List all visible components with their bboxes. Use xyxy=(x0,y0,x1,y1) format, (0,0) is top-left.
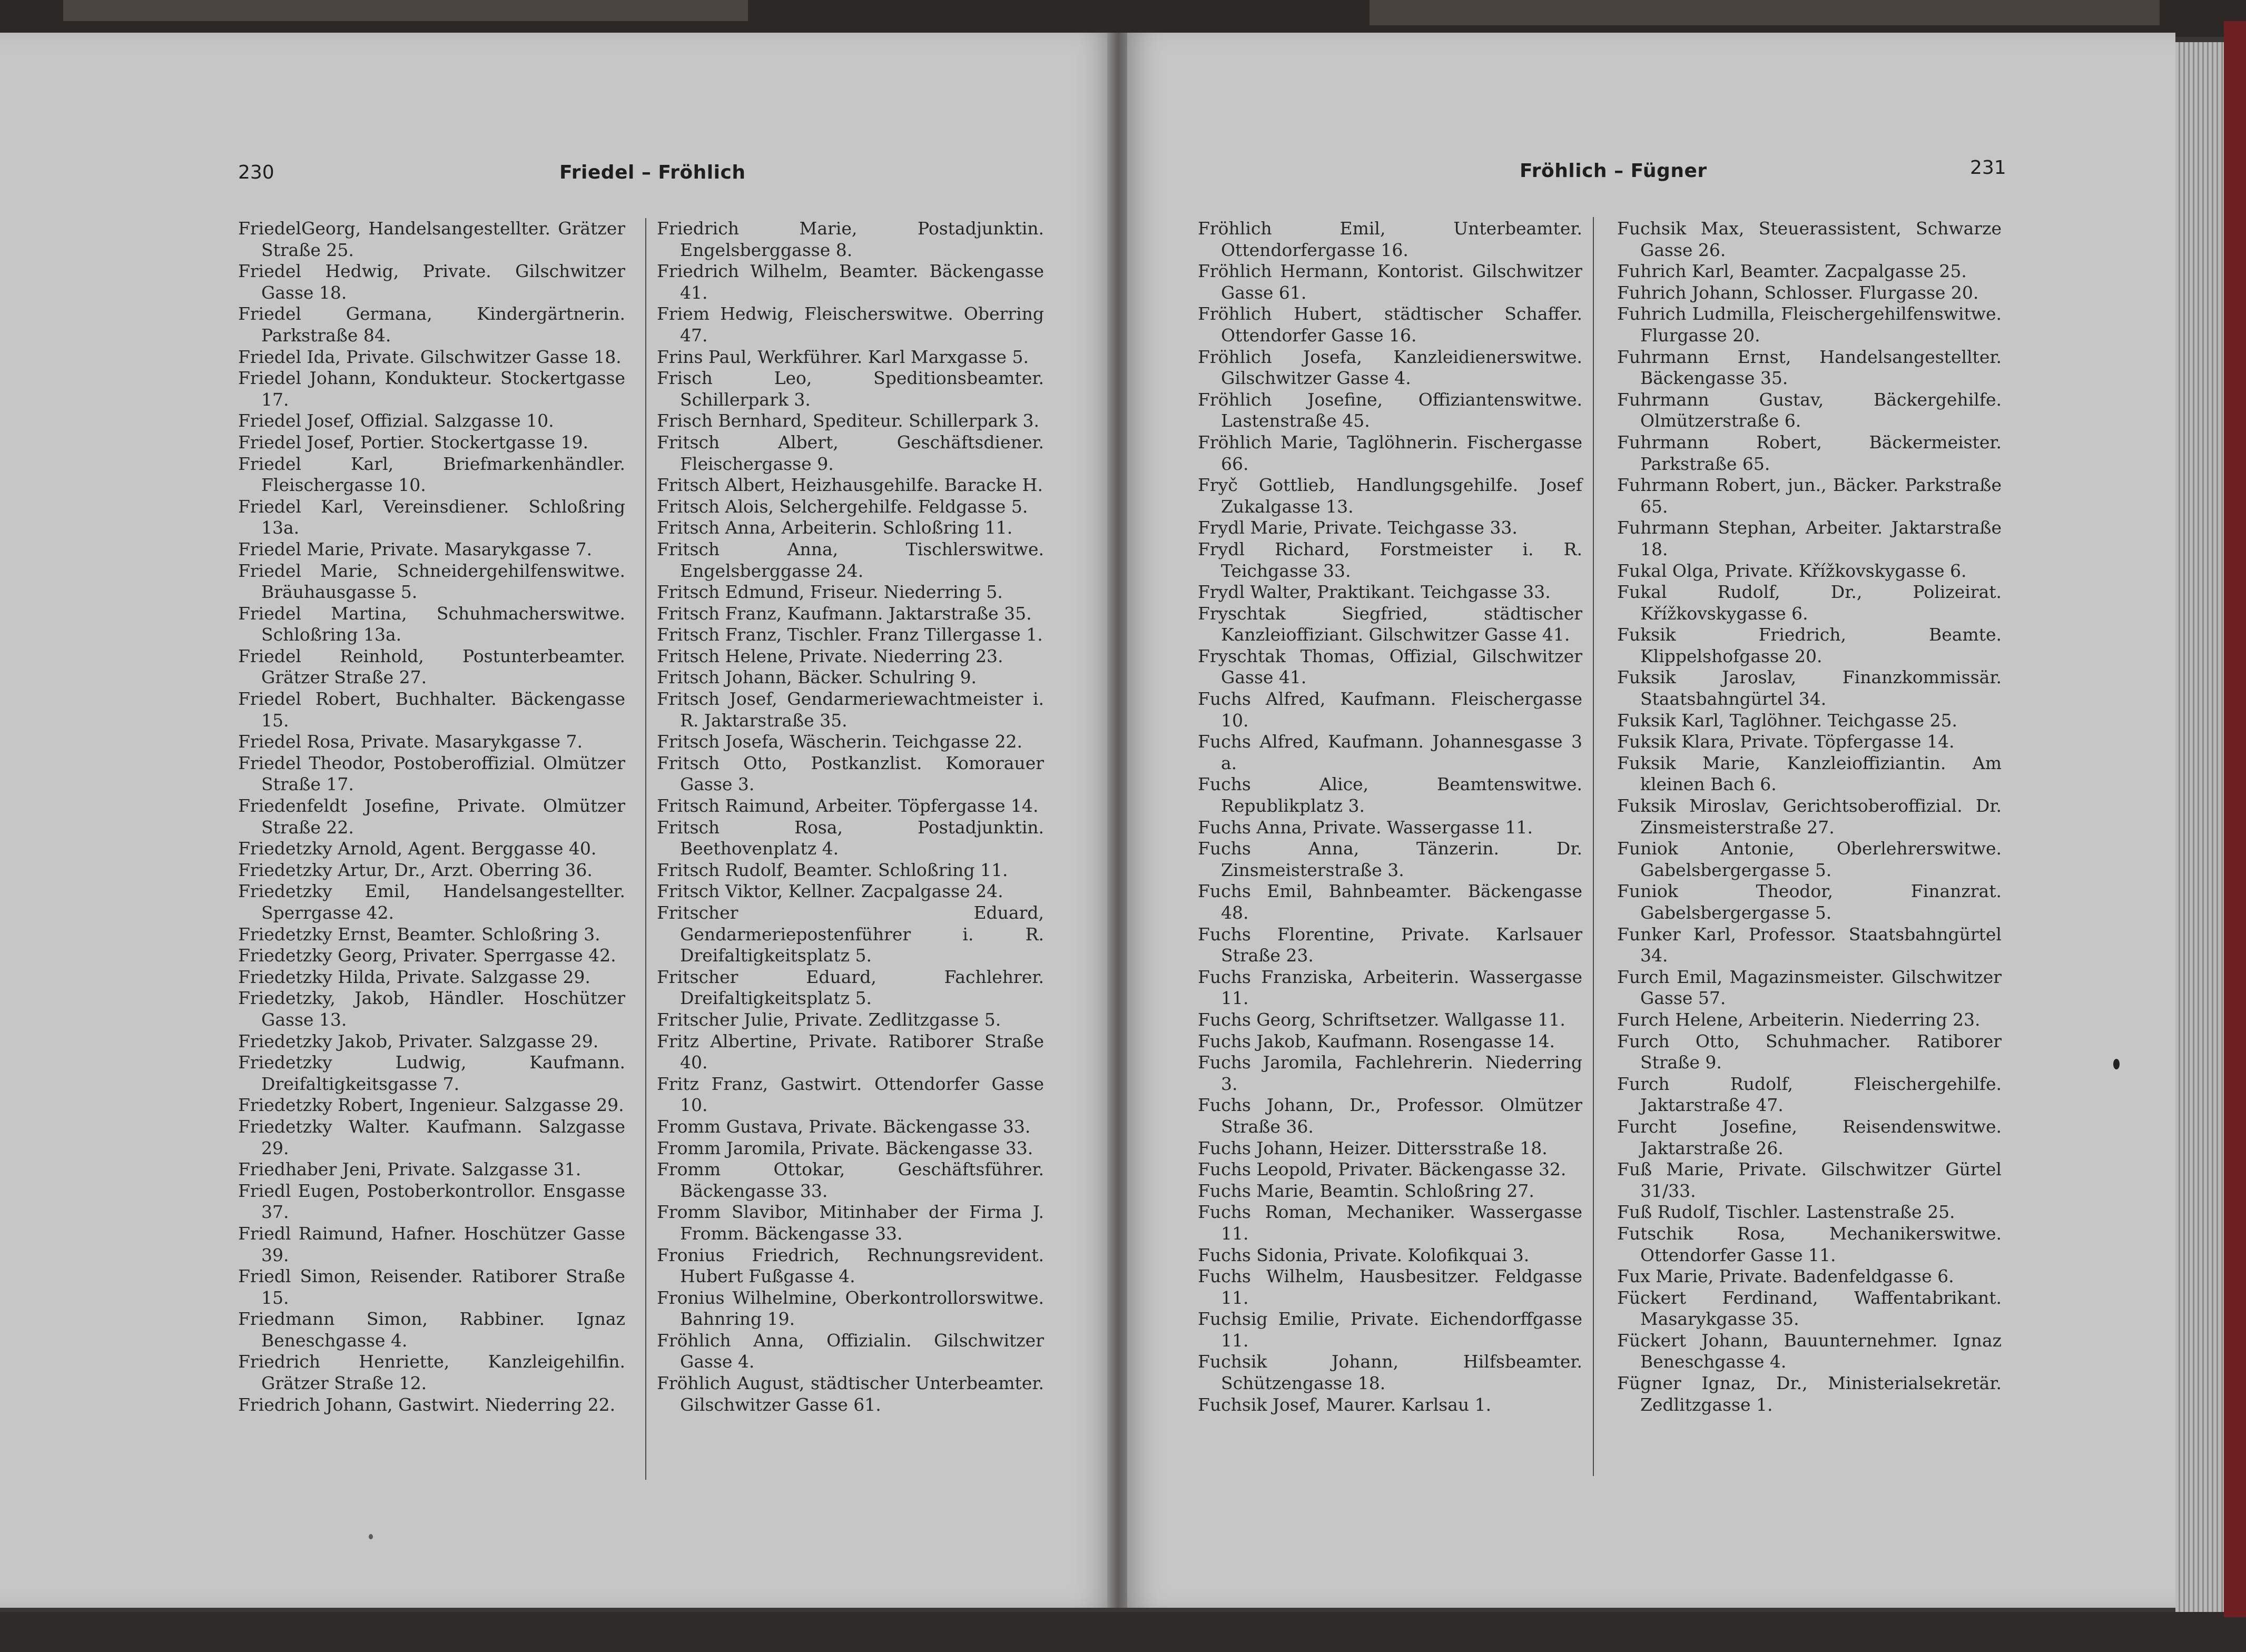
directory-entry: Fukal Rudolf, Dr., Polizeirat. Křížkovskygasse 6. xyxy=(1617,582,2002,624)
directory-entry: Friedel Karl, Briefmarkenhändler. Fleischergasse 10. xyxy=(238,453,625,496)
directory-entry: Fukal Olga, Private. Křížkovskygasse 6. xyxy=(1617,560,1967,581)
left-page xyxy=(0,33,1111,1608)
directory-entry: Fuchsik Josef, Maurer. Karlsau 1. xyxy=(1198,1394,1492,1415)
directory-entry: Furch Otto, Schuhmacher. Ratiborer Straße 9. xyxy=(1617,1030,2002,1073)
directory-entry: Furcht Josefine, Reisendenswitwe. Jaktarstraße 26. xyxy=(1617,1116,2002,1158)
directory-entry: Fuhrmann Stephan, Arbeiter. Jaktarstraße 18. xyxy=(1617,517,2002,559)
directory-entry: Fröhlich Hubert, städtischer Schaffer. Ottendorfer Gasse 16. xyxy=(1198,303,1582,346)
directory-entry: Friedel Martina, Schuhmacherswitwe. Schloßring 13a. xyxy=(238,603,625,645)
directory-entry: Fuchs Roman, Mechaniker. Wassergasse 11. xyxy=(1198,1202,1582,1244)
directory-entry: Fuchs Jaromila, Fachlehrerin. Niederring 3. xyxy=(1198,1052,1582,1094)
directory-entry: Fritsch Franz, Kaufmann. Jaktarstraße 35. xyxy=(657,603,1032,624)
directory-entry: Friem Hedwig, Fleischerswitwe. Oberring 47. xyxy=(657,303,1044,346)
directory-entry: Fronius Friedrich, Rechnungsrevident. Hubert Fußgasse 4. xyxy=(657,1244,1044,1287)
directory-entry: Fuksik Miroslav, Gerichtsoberoffizial. Dr. Zinsmeisterstraße 27. xyxy=(1617,795,2002,838)
directory-entry: Fröhlich Marie, Taglöhnerin. Fischergasse 66. xyxy=(1198,431,1582,474)
directory-entry: Fritscher Eduard, Gendarmeriepostenführer i. R. Dreifaltigkeitsplatz 5. xyxy=(657,902,1044,966)
directory-entry: Frydl Marie, Private. Teichgasse 33. xyxy=(1198,517,1518,538)
directory-entry: Fux Marie, Private. Badenfeldgasse 6. xyxy=(1617,1266,1954,1287)
directory-entry: Fritsch Viktor, Kellner. Zacpalgasse 24. xyxy=(657,881,1003,902)
directory-entry: Fügner Ignaz, Dr., Ministerialsekretär. Zedlitzgasse 1. xyxy=(1617,1373,2002,1415)
directory-entry: Frins Paul, Werkführer. Karl Marxgasse 5. xyxy=(657,346,1029,367)
directory-entry: Fuchs Anna, Tänzerin. Dr. Zinsmeisterstraße 3. xyxy=(1198,838,1582,880)
directory-entry: Friedl Simon, Reisender. Ratiborer Straße 15. xyxy=(238,1266,625,1308)
directory-entry: Friedetzky Robert, Ingenieur. Salzgasse 29. xyxy=(238,1095,624,1116)
scan-top-edge-shadow xyxy=(1370,0,2160,25)
entry-column xyxy=(657,218,1044,1415)
directory-entry: Friedhaber Jeni, Private. Salzgasse 31. xyxy=(238,1159,582,1180)
directory-entry: Fromm Gustava, Private. Bäckengasse 33. xyxy=(657,1116,1031,1137)
directory-entry: Friedetzky Walter. Kaufmann. Salzgasse 29. xyxy=(238,1116,625,1158)
directory-entry: Friedel Ida, Private. Gilschwitzer Gasse 18. xyxy=(238,346,622,367)
directory-entry: Fuksik Karl, Taglöhner. Teichgasse 25. xyxy=(1617,710,1958,731)
directory-entry: Fuchs Georg, Schriftsetzer. Wallgasse 11. xyxy=(1198,1009,1565,1030)
directory-entry: Friedetzky Georg, Privater. Sperrgasse 42. xyxy=(238,945,616,966)
directory-entry: Friedel Reinhold, Postunterbeamter. Grätzer Straße 27. xyxy=(238,645,625,688)
directory-entry: Fryschtak Thomas, Offizial, Gilschwitzer Gasse 41. xyxy=(1198,645,1582,688)
directory-entry: Fromm Jaromila, Private. Bäckengasse 33. xyxy=(657,1137,1033,1158)
directory-entry: Fromm Ottokar, Geschäftsführer. Bäckengasse 33. xyxy=(657,1159,1044,1201)
directory-entry: Fuhrmann Ernst, Handelsangestellter. Bäckengasse 35. xyxy=(1617,346,2002,389)
directory-entry: Fröhlich Josefa, Kanzleidienerswitwe. Gilschwitzer Gasse 4. xyxy=(1198,346,1582,389)
directory-entry: Fuhrich Johann, Schlosser. Flurgasse 20. xyxy=(1617,282,1979,303)
directory-entry: Fuchs Johann, Heizer. Dittersstraße 18. xyxy=(1198,1137,1548,1158)
right-page xyxy=(1127,33,2175,1608)
directory-entry: Fuchs Franziska, Arbeiterin. Wassergasse 11. xyxy=(1198,966,1582,1009)
directory-entry: Friedrich Henriette, Kanzleigehilfin. Grätzer Straße 12. xyxy=(238,1351,625,1394)
directory-entry: Furch Helene, Arbeiterin. Niederring 23. xyxy=(1617,1009,1981,1030)
directory-entry: Friedrich Marie, Postadjunktin. Engelsberggasse 8. xyxy=(657,218,1044,260)
directory-entry: Fröhlich Anna, Offizialin. Gilschwitzer Gasse 4. xyxy=(657,1330,1044,1372)
directory-entry: Fritscher Eduard, Fachlehrer. Dreifaltigkeitsplatz 5. xyxy=(657,966,1044,1009)
directory-entry: Friedetzky, Jakob, Händler. Hoschützer Gasse 13. xyxy=(238,988,625,1030)
directory-entry: Fuchs Johann, Dr., Professor. Olmützer Straße 36. xyxy=(1198,1095,1582,1137)
directory-entry: Fritsch Franz, Tischler. Franz Tillergasse 1. xyxy=(657,624,1043,645)
directory-entry: Friedel Johann, Kondukteur. Stockertgasse 17. xyxy=(238,368,625,410)
directory-entry: Friedetzky Emil, Handelsangestellter. Sperrgasse 42. xyxy=(238,881,625,923)
directory-entry: Friedel Karl, Vereinsdiener. Schloßring 13a. xyxy=(238,496,625,538)
directory-entry: Fritsch Josefa, Wäscherin. Teichgasse 22. xyxy=(657,731,1022,752)
directory-entry: Funiok Theodor, Finanzrat. Gabelsbergergasse 5. xyxy=(1617,881,2002,923)
directory-entry: Fuß Marie, Private. Gilschwitzer Gürtel 31/33. xyxy=(1617,1159,2002,1201)
directory-entry: Fuchs Alfred, Kaufmann. Johannesgasse 3 a. xyxy=(1198,731,1582,773)
running-head: Friedel – Fröhlich xyxy=(559,162,746,183)
entry-column xyxy=(1617,218,2002,1415)
directory-entry: Fröhlich Josefine, Offiziantenswitwe. Lastenstraße 45. xyxy=(1198,389,1582,431)
directory-entry: Fritsch Anna, Arbeiterin. Schloßring 11. xyxy=(657,517,1013,538)
directory-entry: Friedel Josef, Offizial. Salzgasse 10. xyxy=(238,410,554,431)
directory-entry: Fritz Franz, Gastwirt. Ottendorfer Gasse 10. xyxy=(657,1073,1044,1116)
directory-entry: Friedetzky Ernst, Beamter. Schloßring 3. xyxy=(238,923,600,945)
directory-entry: Fuchsik Max, Steuerassistent, Schwarze Gasse 26. xyxy=(1617,218,2002,260)
directory-entry: Friedetzky Jakob, Privater. Salzgasse 29. xyxy=(238,1030,599,1051)
directory-entry: Fritsch Edmund, Friseur. Niederring 5. xyxy=(657,582,1003,603)
directory-entry: Fritsch Albert, Heizhausgehilfe. Baracke H. xyxy=(657,475,1043,496)
directory-entry: Fuchs Emil, Bahnbeamter. Bäckengasse 48. xyxy=(1198,881,1582,923)
directory-entry: Friedel Rosa, Private. Masarykgasse 7. xyxy=(238,731,583,752)
directory-entry: Fuchs Sidonia, Private. Kolofikquai 3. xyxy=(1198,1244,1530,1265)
directory-entry: Friedl Raimund, Hafner. Hoschützer Gasse 39. xyxy=(238,1223,625,1265)
directory-entry: Friedetzky Arnold, Agent. Berggasse 40. xyxy=(238,838,597,859)
directory-entry: Fryč Gottlieb, Handlungsgehilfe. Josef Zukalgasse 13. xyxy=(1198,475,1582,517)
directory-entry: FriedelGeorg, Handelsangestellter. Grätzer Straße 25. xyxy=(238,218,625,260)
scan-bottom-edge xyxy=(0,1612,2246,1652)
directory-entry: Fuhrich Ludmilla, Fleischergehilfenswitwe. Flurgasse 20. xyxy=(1617,303,2002,346)
ink-spot xyxy=(2113,1059,2120,1069)
directory-entry: Fritsch Josef, Gendarmeriewachtmeister i. R. Jaktarstraße 35. xyxy=(657,689,1044,731)
directory-entry: Fuchs Wilhelm, Hausbesitzer. Feldgasse 11. xyxy=(1198,1266,1582,1308)
directory-entry: Friedel Hedwig, Private. Gilschwitzer Gasse 18. xyxy=(238,261,625,303)
directory-entry: Fuchs Anna, Private. Wassergasse 11. xyxy=(1198,817,1533,838)
directory-entry: Fritsch Helene, Private. Niederring 23. xyxy=(657,645,1003,666)
page-number: 230 xyxy=(238,162,274,183)
directory-entry: Friedel Germana, Kindergärtnerin. Parkstraße 84. xyxy=(238,303,625,346)
directory-entry: Fuchs Jakob, Kaufmann. Rosengasse 14. xyxy=(1198,1030,1555,1051)
directory-entry: Friedenfeldt Josefine, Private. Olmützer Straße 22. xyxy=(238,795,625,838)
directory-entry: Futschik Rosa, Mechanikerswitwe. Ottendorfer Gasse 11. xyxy=(1617,1223,2002,1265)
entry-column xyxy=(238,218,625,1415)
directory-entry: Fröhlich Emil, Unterbeamter. Ottendorfergasse 16. xyxy=(1198,218,1582,260)
directory-entry: Fromm Slavibor, Mitinhaber der Firma J. Fromm. Bäckengasse 33. xyxy=(657,1202,1044,1244)
directory-entry: Fuchs Marie, Beamtin. Schloßring 27. xyxy=(1198,1180,1534,1201)
directory-entry: Fritz Albertine, Private. Ratiborer Straße 40. xyxy=(657,1030,1044,1073)
directory-entry: Friedel Marie, Private. Masarykgasse 7. xyxy=(238,538,593,559)
directory-entry: Fritsch Raimund, Arbeiter. Töpfergasse 14. xyxy=(657,795,1039,817)
directory-entry: Frydl Walter, Praktikant. Teichgasse 33. xyxy=(1198,582,1551,603)
book-cover-edge xyxy=(2224,21,2246,1617)
directory-entry: Friedel Josef, Portier. Stockertgasse 19. xyxy=(238,431,588,453)
directory-entry: Fuksik Friedrich, Beamte. Klippelshofgasse 20. xyxy=(1617,624,2002,666)
directory-entry: Friedmann Simon, Rabbiner. Ignaz Beneschgasse 4. xyxy=(238,1309,625,1351)
directory-entry: Fröhlich Hermann, Kontorist. Gilschwitzer Gasse 61. xyxy=(1198,261,1582,303)
directory-entry: Fuksik Jaroslav, Finanzkommissär. Staatsbahngürtel 34. xyxy=(1617,667,2002,710)
column-rule xyxy=(645,218,646,1480)
directory-entry: Fritsch Otto, Postkanzlist. Komorauer Gasse 3. xyxy=(657,752,1044,795)
page-number: 231 xyxy=(1970,157,2006,179)
directory-entry: Fryschtak Siegfried, städtischer Kanzleioffiziant. Gilschwitzer Gasse 41. xyxy=(1198,603,1582,645)
scan-top-edge-shadow xyxy=(63,0,748,21)
directory-entry: Friedrich Wilhelm, Beamter. Bäckengasse 41. xyxy=(657,261,1044,303)
directory-entry: Fuhrmann Gustav, Bäckergehilfe. Olmützerstraße 6. xyxy=(1617,389,2002,431)
directory-entry: Frisch Leo, Speditionsbeamter. Schillerpark 3. xyxy=(657,368,1044,410)
directory-entry: Fuchs Alice, Beamtenswitwe. Republikplatz 3. xyxy=(1198,774,1582,817)
directory-entry: Fuß Rudolf, Tischler. Lastenstraße 25. xyxy=(1617,1202,1955,1223)
directory-entry: Frisch Bernhard, Spediteur. Schillerpark 3. xyxy=(657,410,1039,431)
directory-entry: Funker Karl, Professor. Staatsbahngürtel 34. xyxy=(1617,923,2002,966)
directory-entry: Friedetzky Artur, Dr., Arzt. Oberring 36. xyxy=(238,859,593,880)
directory-entry: Fückert Johann, Bauunternehmer. Ignaz Beneschgasse 4. xyxy=(1617,1330,2002,1372)
directory-entry: Furch Rudolf, Fleischergehilfe. Jaktarstraße 47. xyxy=(1617,1073,2002,1116)
directory-entry: Fritscher Julie, Private. Zedlitzgasse 5. xyxy=(657,1009,1001,1030)
directory-entry: Fuchs Leopold, Privater. Bäckengasse 32. xyxy=(1198,1159,1567,1180)
directory-entry: Fuchs Alfred, Kaufmann. Fleischergasse 10. xyxy=(1198,689,1582,731)
directory-entry: Friedl Eugen, Postoberkontrollor. Ensgasse 37. xyxy=(238,1180,625,1223)
directory-entry: Friedel Theodor, Postoberoffizial. Olmützer Straße 17. xyxy=(238,752,625,795)
directory-entry: Friedel Robert, Buchhalter. Bäckengasse 15. xyxy=(238,689,625,731)
directory-entry: Fritsch Albert, Geschäftsdiener. Fleischergasse 9. xyxy=(657,431,1044,474)
directory-entry: Fritsch Rudolf, Beamter. Schloßring 11. xyxy=(657,859,1008,880)
directory-entry: Fuksik Marie, Kanzleioffiziantin. Am kleinen Bach 6. xyxy=(1617,752,2002,795)
directory-entry: Friedel Marie, Schneidergehilfenswitwe. Bräuhausgasse 5. xyxy=(238,560,625,603)
directory-entry: Funiok Antonie, Oberlehrerswitwe. Gabelsbergergasse 5. xyxy=(1617,838,2002,880)
directory-entry: Friedetzky Hilda, Private. Salzgasse 29. xyxy=(238,966,590,987)
directory-entry: Furch Emil, Magazinsmeister. Gilschwitzer Gasse 57. xyxy=(1617,966,2002,1009)
entry-column xyxy=(1198,218,1582,1415)
directory-entry: Friedrich Johann, Gastwirt. Niederring 22. xyxy=(238,1394,616,1415)
directory-entry: Fritsch Anna, Tischlerswitwe. Engelsberggasse 24. xyxy=(657,538,1044,581)
directory-entry: Fuchsik Johann, Hilfsbeamter. Schützengasse 18. xyxy=(1198,1351,1582,1394)
directory-entry: Fuchs Florentine, Private. Karlsauer Straße 23. xyxy=(1198,923,1582,966)
directory-entry: Fröhlich August, städtischer Unterbeamter. Gilschwitzer Gasse 61. xyxy=(657,1373,1044,1415)
running-head: Fröhlich – Fügner xyxy=(1520,160,1707,182)
directory-entry: Friedetzky Ludwig, Kaufmann. Dreifaltigkeitsgasse 7. xyxy=(238,1052,625,1094)
directory-entry: Fuhrich Karl, Beamter. Zacpalgasse 25. xyxy=(1617,261,1967,282)
directory-entry: Fuchsig Emilie, Private. Eichendorffgasse 11. xyxy=(1198,1309,1582,1351)
ink-spot xyxy=(369,1534,373,1539)
directory-entry: Fritsch Alois, Selchergehilfe. Feldgasse 5. xyxy=(657,496,1028,517)
directory-entry: Fuhrmann Robert, Bäckermeister. Parkstraße 65. xyxy=(1617,431,2002,474)
directory-entry: Fuhrmann Robert, jun., Bäcker. Parkstraße 65. xyxy=(1617,475,2002,517)
directory-entry: Fuksik Klara, Private. Töpfergasse 14. xyxy=(1617,731,1955,752)
directory-entry: Fronius Wilhelmine, Oberkontrollorswitwe. Bahnring 19. xyxy=(657,1287,1044,1330)
directory-entry: Fritsch Rosa, Postadjunktin. Beethovenplatz 4. xyxy=(657,817,1044,859)
directory-entry: Fückert Ferdinand, Waffentabrikant. Masarykgasse 35. xyxy=(1617,1287,2002,1330)
directory-entry: Fritsch Johann, Bäcker. Schulring 9. xyxy=(657,667,977,688)
column-rule xyxy=(1593,217,1594,1476)
directory-entry: Frydl Richard, Forstmeister i. R. Teichgasse 33. xyxy=(1198,538,1582,581)
